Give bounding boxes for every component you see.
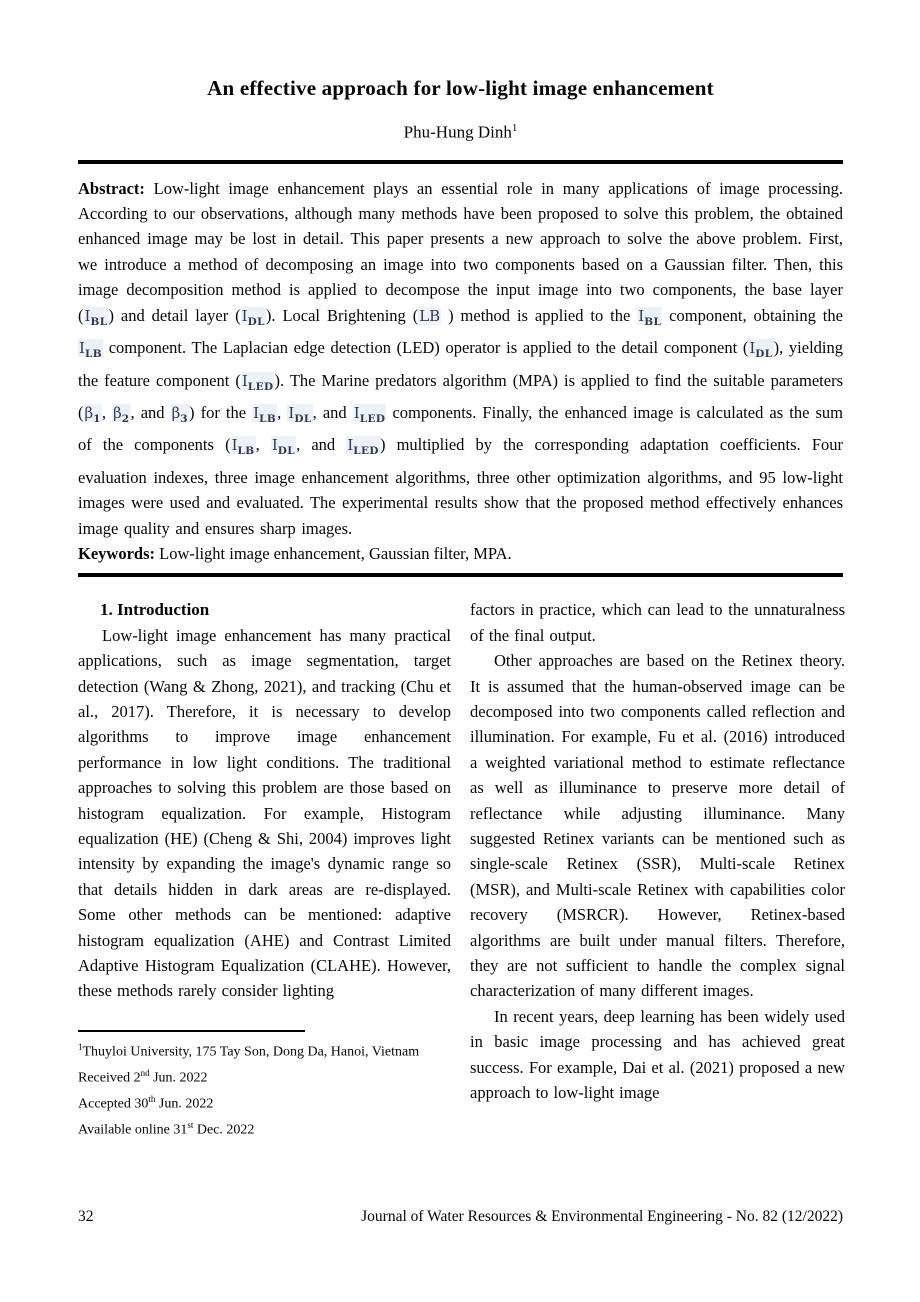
math-symbol: $I_{BL}$ bbox=[638, 306, 662, 328]
math-symbol: $I_{LED}$ bbox=[353, 403, 386, 425]
math-symbol: $I_{DL}$ bbox=[271, 436, 296, 458]
footnote-divider bbox=[78, 1030, 305, 1032]
math-symbol: $I_{BL}$ bbox=[84, 306, 108, 328]
right-column bbox=[470, 597, 845, 1141]
author-line bbox=[78, 122, 843, 143]
paper-title: An effective approach for low-light image enhancement bbox=[207, 76, 714, 100]
math-symbol: $I_{DL}$ bbox=[241, 306, 265, 328]
keywords-text: Low-light image enhancement, Gaussian filter, MPA. bbox=[155, 543, 512, 563]
journal-title: Journal of Water Resources & Environmental Engineering - No. 82 (12/2022) bbox=[361, 1208, 843, 1225]
left-column bbox=[78, 597, 451, 1141]
intro-paragraph-continuation: factors in practice, which can lead to the unnaturalness of the final output. bbox=[470, 600, 845, 645]
math-symbol: $I_{LB}$ bbox=[79, 339, 102, 361]
math-symbol: $\beta_1$ bbox=[84, 403, 101, 425]
intro-paragraph-left: Low-light image enhancement has many practical applications, such as image segmentation, target detection (Wang & Zhong, 2021), and tracking (Chu et al., 2017). Therefore, it is necessary to develop algorithms to improve image enhancement performance in low light conditions. The traditional approaches to solving this problem are those based on histogram equalization. For example, Histogram equalization (HE) (Cheng & Shi, 2004) improves light intensity by expanding the image's dynamic range so that details hidden in dark areas are re-displayed. Some other methods can be mentioned: adaptive histogram equalization (AHE) and Contrast Limited Adaptive Histogram Equalization (CLAHE). However, these methods rarely consider lighting bbox=[78, 625, 451, 1001]
page-number: 32 bbox=[78, 1208, 94, 1225]
abstract-paragraph: Abstract: Low-light image enhancement plays an essential role in many applications of image processing. According to our observations, although many methods have been proposed to solve this problem, the obtained enhanced image may be lost in detail. This paper presents a new approach to solve the above problem. First, we introduce a method of decomposing an image into two components based on a Gaussian filter. Then, this image decomposition method is applied to decompose the input image into two components, the base layer $(I_{BL})$ and detail layer $(I_{DL})$. Local Brightening (LB ) method is applied to the $I_{BL}$ component, obtaining the $I_{LB}$ component. The Laplacian edge detection (LED) operator is applied to the detail component $(I_{DL})$, yielding the feature component $(I_{LED})$. The Marine predators algorithm (MPA) is applied to find the suitable parameters ($\beta_1$, $\beta_2$, and $\beta_3$) for the $I_{LB}$, $I_{DL}$, and $I_{LED}$ components. Finally, the enhanced image is calculated as the sum of the components ($I_{LB}$, $I_{DL}$, and $I_{LED}$) multiplied by the corresponding adaptation coefficients. Four evaluation indexes, three image enhancement algorithms, three other optimization algorithms, and 95 low-light images were used and evaluated. The experimental results show that the proposed method effectively enhances image quality and ensures sharp images. bbox=[78, 178, 844, 538]
math-symbol: $I_{LED}$ bbox=[241, 371, 274, 393]
math-symbol: $I_{DL}$ bbox=[749, 339, 773, 361]
math-symbol: $I_{DL}$ bbox=[288, 403, 312, 425]
two-column-body bbox=[78, 597, 843, 1141]
footnote-received-date: Received 2nd Jun. 2022 bbox=[78, 1068, 208, 1086]
author-name: Phu-Hung Dinh bbox=[403, 122, 512, 142]
math-symbol: $\beta_2$ bbox=[113, 403, 130, 425]
math-symbol: $\beta_3$ bbox=[171, 403, 189, 425]
math-symbol: $I_{LED}$ bbox=[347, 436, 379, 458]
retinex-paragraph: Other approaches are based on the Retinex theory. It is assumed that the human-observed image can be decomposed into two components called reflection and illumination. For example, Fu et al. (2016) introduced a weighted variational method to estimate reflectance as well as illuminance to preserve more detail of reflectance while adjusting illuminance. Many suggested Retinex variants can be mentioned such as single-scale Retinex (SSR), Multi-scale Retinex (MSR), and Multi-scale Retinex with capabilities color recovery (MSRCR). However, Retinex-based algorithms are built under manual filters. Therefore, they are not sufficient to handle the complex signal characterization of many different images. bbox=[470, 651, 845, 1001]
page-footer bbox=[78, 1208, 843, 1226]
header-divider bbox=[78, 160, 843, 164]
footnote-accepted-date: Accepted 30th Jun. 2022 bbox=[78, 1094, 214, 1112]
footnote-available-date: Available online 31st Dec. 2022 bbox=[78, 1120, 255, 1138]
math-symbol: LB bbox=[419, 306, 441, 325]
deep-learning-paragraph: In recent years, deep learning has been widely used in basic image processing and has achieved great success. For example, Dai et al. (2021) proposed a new approach to low-light image bbox=[470, 1006, 845, 1103]
footnote-text bbox=[78, 1037, 451, 1142]
abstract-divider bbox=[78, 573, 843, 577]
math-symbol: $I_{LB}$ bbox=[253, 403, 277, 425]
keywords-line bbox=[78, 541, 843, 566]
author-affiliation-mark: 1 bbox=[511, 122, 518, 134]
footnote-block bbox=[78, 1030, 451, 1142]
keywords-label: Keywords: bbox=[78, 543, 155, 563]
section-heading-introduction: 1. Introduction bbox=[100, 600, 210, 620]
math-symbol: $I_{LB}$ bbox=[231, 436, 255, 458]
footnote-affiliation: $^1$Thuyloi University, 175 Tay Son, Dong Da, Hanoi, Vietnam bbox=[78, 1041, 420, 1060]
